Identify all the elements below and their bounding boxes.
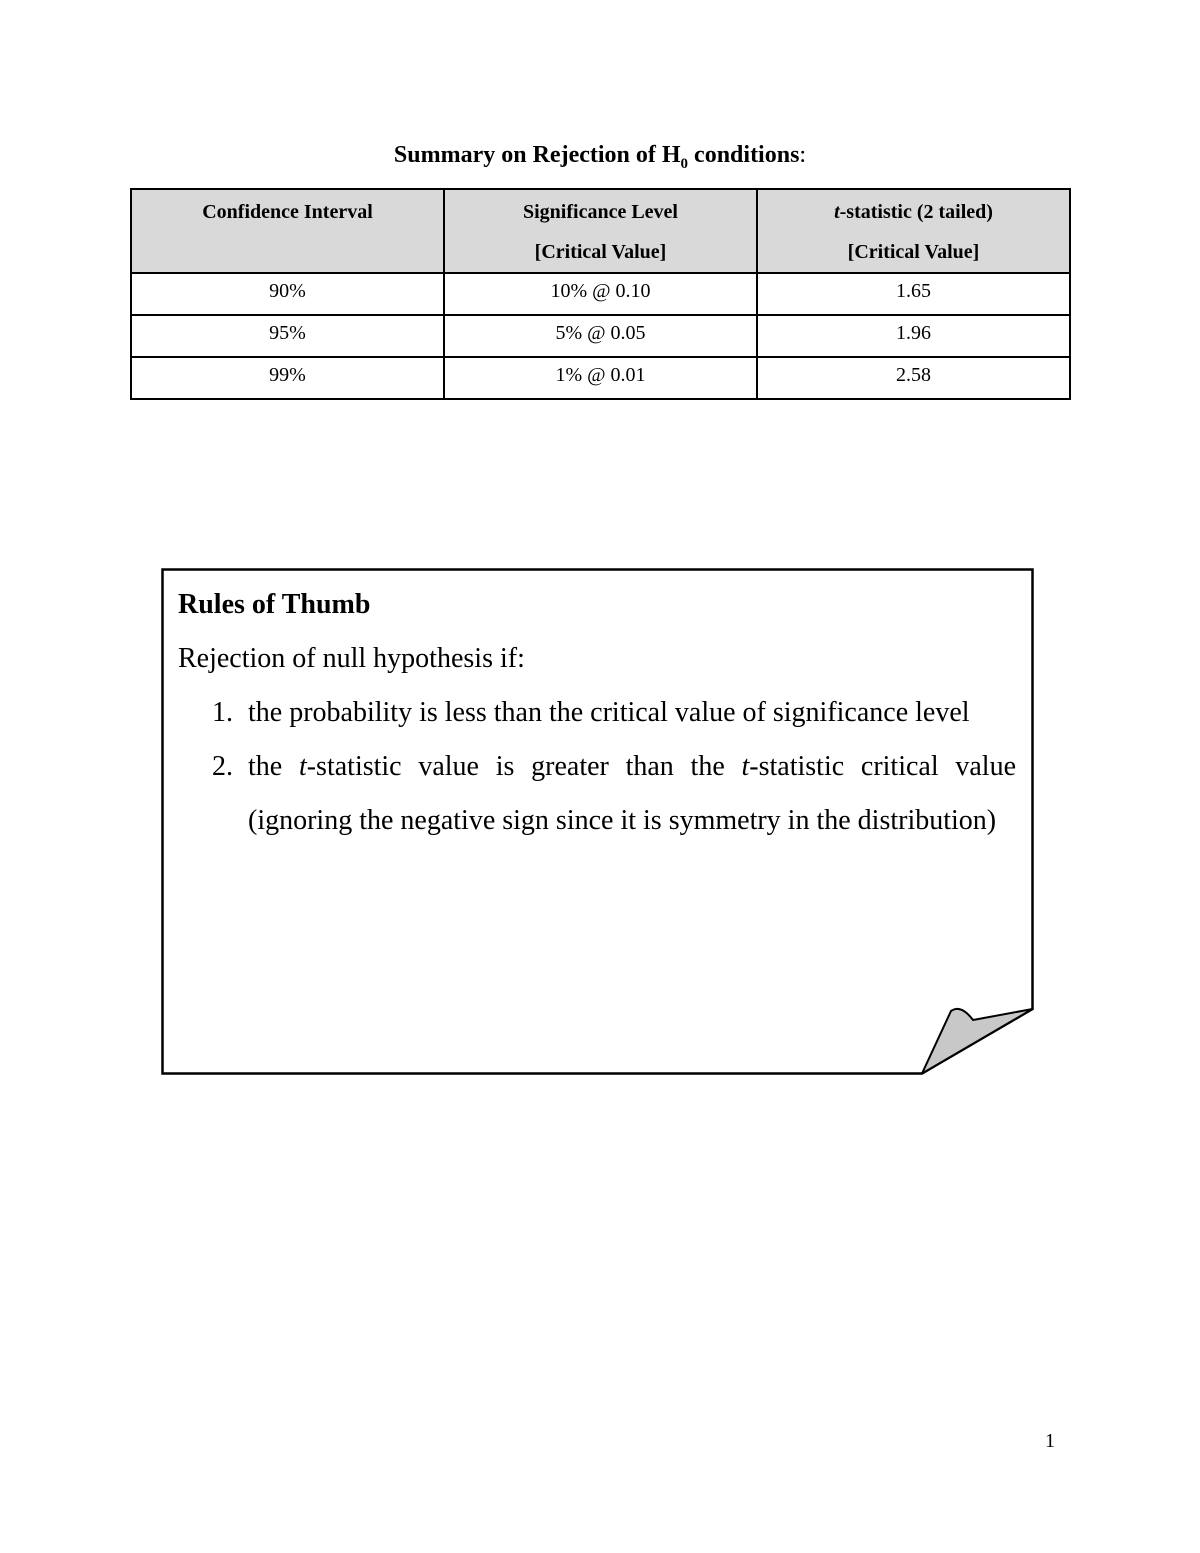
cell-t-critical: 1.65 bbox=[757, 273, 1070, 315]
rules-list bbox=[178, 686, 1016, 848]
list-item-text: the probability is less than the critical value of significance level bbox=[248, 697, 970, 728]
rules-of-thumb-note bbox=[161, 568, 1034, 1075]
title-suffix: conditions bbox=[688, 142, 800, 168]
list-item: 2. the t-statistic value is greater than the t-statistic critical value (ignoring the negative sign since it is symmetry in the distribution) bbox=[178, 740, 1016, 848]
list-item-number: 1. bbox=[212, 697, 233, 728]
header-t-statistic: t-statistic (2 tailed) [Critical Value] bbox=[757, 189, 1070, 273]
rejection-summary-table bbox=[130, 188, 1071, 400]
cell-significance: 1% @ 0.01 bbox=[444, 357, 757, 399]
header-confidence-interval: Confidence Interval bbox=[131, 189, 444, 273]
list-item-number: 2. bbox=[212, 751, 233, 782]
note-intro: Rejection of null hypothesis if: bbox=[178, 643, 525, 674]
header-significance-level: Significance Level [Critical Value] bbox=[444, 189, 757, 273]
cell-t-critical: 1.96 bbox=[757, 315, 1070, 357]
title-prefix: Summary on Rejection of H bbox=[393, 142, 681, 168]
cell-significance: 10% @ 0.10 bbox=[444, 273, 757, 315]
cell-significance: 5% @ 0.05 bbox=[444, 315, 757, 357]
table-row bbox=[131, 357, 1070, 399]
table-row bbox=[131, 315, 1070, 357]
title-colon: : bbox=[799, 142, 807, 168]
page-number: 1 bbox=[1045, 1430, 1055, 1452]
title-subscript: 0 bbox=[680, 155, 689, 172]
cell-confidence: 95% bbox=[131, 315, 444, 357]
table-header-row bbox=[131, 189, 1070, 273]
cell-confidence: 90% bbox=[131, 273, 444, 315]
cell-t-critical: 2.58 bbox=[757, 357, 1070, 399]
page-title bbox=[0, 142, 1200, 173]
cell-confidence: 99% bbox=[131, 357, 444, 399]
table-row bbox=[131, 273, 1070, 315]
note-heading: Rules of Thumb bbox=[178, 589, 371, 620]
list-item bbox=[178, 686, 1016, 740]
